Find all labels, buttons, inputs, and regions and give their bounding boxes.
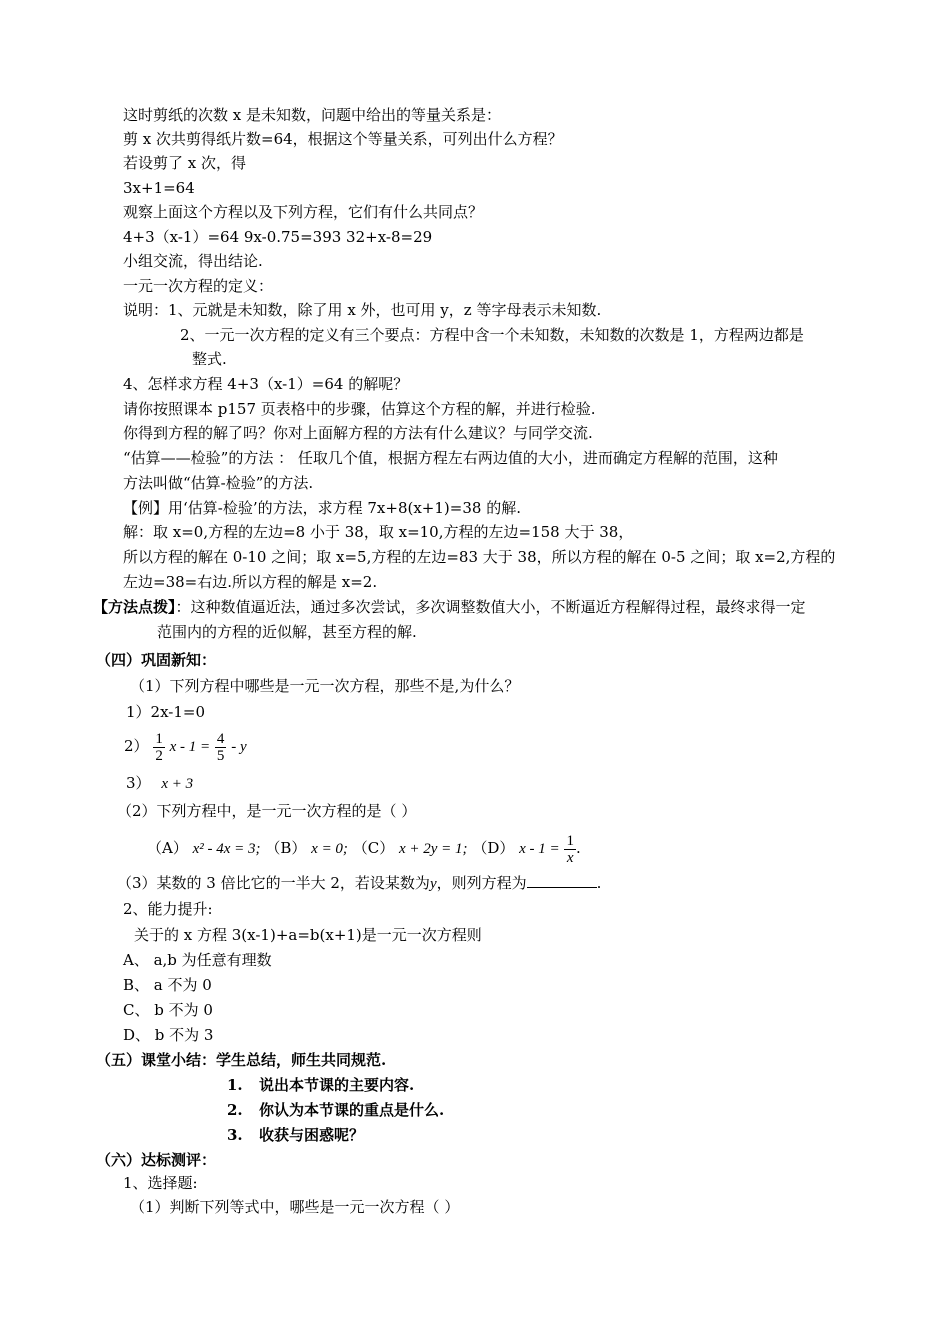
list-number: 1. xyxy=(227,1076,243,1094)
text-line: 说明：1、元就是未知数，除了用 x 外，也可用 y，z 等字母表示未知数. xyxy=(123,301,602,319)
text-line: 一元一次方程的定义： xyxy=(123,277,274,295)
text-line: 请你按照课本 p157 页表格中的步骤，估算这个方程的解，并进行检验. xyxy=(123,400,596,418)
text-line: 范围内的方程的近似解，甚至方程的解. xyxy=(157,623,417,641)
answer-blank xyxy=(527,873,597,888)
section-heading: （五）课堂小结：学生总结，师生共同规范. xyxy=(96,1051,387,1069)
option-label: （A） xyxy=(147,839,188,857)
equation-line: 4+3（x-1）=64 9x-0.75=393 32+x-8=29 xyxy=(123,228,433,246)
text-line: 所以方程的解在 0-10 之间；取 x=5,方程的左边=83 大于 38，所以方程的解在 0-5 之间；取 x=2,方程的 xyxy=(123,548,836,566)
text-line: “估算——检验”的方法 ： 任取几个值，根据方程左右两边值的大小，进而确定方程解的范围，这种 xyxy=(123,449,778,467)
equation-line: 1）2x-1=0 xyxy=(126,703,206,721)
math-expression: x - 1 = xyxy=(169,739,211,755)
option-expression: x - 1 = xyxy=(519,841,560,857)
denominator: 5 xyxy=(216,747,225,764)
list-item: 说出本节课的主要内容. xyxy=(259,1076,415,1094)
text-line xyxy=(93,596,806,618)
method-tip-text: ：这种数值逼近法，通过多次尝试，多次调整数值大小，不断逼近方程解得过程，最终求得一定 xyxy=(175,598,806,616)
option-expression: x = 0; xyxy=(311,841,348,857)
option-expression: x² - 4x = 3; xyxy=(192,841,261,857)
choice-option: C、 b 不为 0 xyxy=(123,1001,213,1019)
choice-option: D、 b 不为 3 xyxy=(123,1026,214,1044)
text-line: 小组交流，得出结论. xyxy=(123,252,263,270)
text-line: 方法叫做“估算-检验”的方法. xyxy=(123,474,314,492)
choice-option: A、 a,b 为任意有理数 xyxy=(123,951,272,969)
math-expression: - y xyxy=(231,739,247,755)
text-line: 整式. xyxy=(192,350,227,368)
question-text: ，则列方程为 xyxy=(436,874,527,892)
text-line: （2）下列方程中，是一元一次方程的是（ ） xyxy=(117,802,417,820)
denominator: x xyxy=(566,849,574,866)
section-heading: （四）巩固新知： xyxy=(96,651,217,669)
item-number: 3） xyxy=(126,774,151,792)
text-line: 4、怎样求方程 4+3（x-1）=64 的解呢？ xyxy=(123,375,409,393)
option-label: （C） xyxy=(352,839,395,857)
option-label: （B） xyxy=(265,839,307,857)
text-line: 【例】用‘估算-检验’的方法，求方程 7x+8(x+1)=38 的解. xyxy=(123,499,521,517)
text-line: 关于的 x 方程 3(x-1)+a=b(x+1)是一元一次方程则 xyxy=(134,926,482,944)
text-line: 若设剪了 x 次，得 xyxy=(123,154,246,172)
text-line: 你得到方程的解了吗？你对上面解方程的方法有什么建议？与同学交流. xyxy=(123,424,593,442)
equation-line xyxy=(126,772,193,795)
variable: y xyxy=(429,876,437,892)
text-line: 观察上面这个方程以及下列方程，它们有什么共同点？ xyxy=(123,203,484,221)
fraction xyxy=(215,731,227,764)
denominator: 2 xyxy=(155,747,163,764)
item-number: 2） xyxy=(124,737,149,755)
method-tip-label: 【方法点拨】 xyxy=(93,598,176,616)
period: . xyxy=(575,839,581,857)
equation-line: 3x+1=64 xyxy=(123,179,195,197)
text-line: 左边=38=右边.所以方程的解是 x=2. xyxy=(123,573,378,591)
numerator: 1 xyxy=(155,730,163,747)
list-item: 收获与困惑呢？ xyxy=(259,1126,365,1144)
text-line: 2、一元一次方程的定义有三个要点：方程中含一个未知数，未知数的次数是 1，方程两边都是 xyxy=(180,326,804,344)
list-number: 3. xyxy=(227,1126,243,1144)
text-line: 2、能力提升: xyxy=(123,900,213,918)
choice-option: B、 a 不为 0 xyxy=(123,976,212,994)
text-line: 这时剪纸的次数 x 是未知数，问题中给出的等量关系是： xyxy=(123,106,501,124)
list-item: 你认为本节课的重点是什么. xyxy=(259,1101,445,1119)
numerator: 1 xyxy=(566,832,574,849)
equation-line xyxy=(124,726,247,766)
text-line: （1）下列方程中哪些是一元一次方程，那些不是,为什么？ xyxy=(130,677,520,695)
text-line: 剪 x 次共剪得纸片数=64，根据这个等量关系，可列出什么方程？ xyxy=(123,130,563,148)
text-line: 解：取 x=0,方程的左边=8 小于 38，取 x=10,方程的左边=158 大于 38， xyxy=(123,523,634,541)
option-label: （D） xyxy=(472,839,515,857)
period: . xyxy=(596,874,602,892)
math-expression: x + 3 xyxy=(161,776,194,792)
text-line xyxy=(117,872,601,895)
option-expression: x + 2y = 1; xyxy=(398,841,468,857)
list-number: 2. xyxy=(227,1101,243,1119)
text-line: 1、选择题: xyxy=(123,1174,198,1192)
fraction xyxy=(153,731,165,764)
section-heading: （六）达标测评： xyxy=(96,1151,217,1169)
text-line: （1）判断下列等式中，哪些是一元一次方程（ ） xyxy=(130,1198,460,1216)
options-line xyxy=(147,826,581,870)
numerator: 4 xyxy=(216,730,225,747)
fraction xyxy=(564,833,576,866)
question-text: （3）某数的 3 倍比它的一半大 2，若设某数为 xyxy=(117,874,430,892)
